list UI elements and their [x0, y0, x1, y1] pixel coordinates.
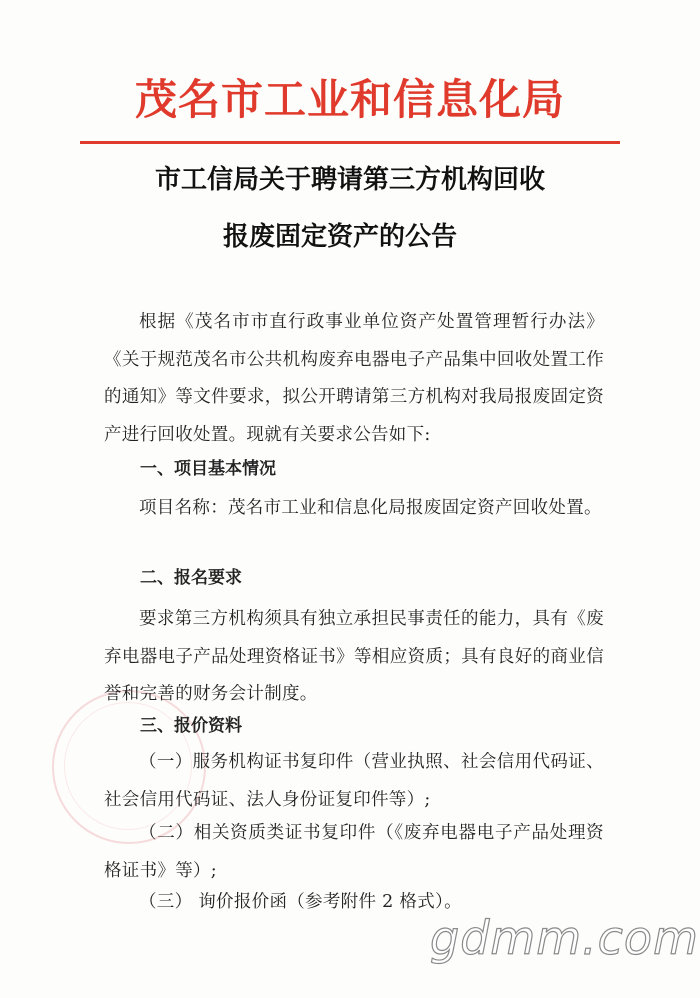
section-2-paragraph: 要求第三方机构须具有独立承担民事责任的能力，具有《废弃电器电子产品处理资格证书》等相应资质；具有良好的商业信誉和完善的财务会计制度。 [104, 609, 604, 705]
section-heading-1: 一、项目基本情况 [140, 459, 276, 479]
section-3-item-2: （二）相关资质类证书复印件（《废弃电器电子产品处理资格证书》等）; [104, 823, 604, 881]
header-red-rule [80, 141, 620, 144]
document-title-line-2: 报废固定资产的公告 [222, 222, 457, 252]
document-title-line-1: 市工信局关于聘请第三方机构回收 [154, 165, 545, 195]
organization-header: 茂名市工业和信息化局 [134, 75, 565, 124]
section-3-item-3: （三） 询价报价函（参考附件 2 格式）。 [139, 892, 462, 912]
site-watermark: gdmm.com [430, 911, 699, 965]
section-heading-2: 二、报名要求 [140, 568, 242, 588]
section-heading-3: 三、报价资料 [140, 716, 242, 736]
section-3-item-1: （一）服务机构证书复印件（营业执照、社会信用代码证、社会信用代码证、法人身份证复印件等）; [104, 752, 604, 810]
intro-paragraph: 根据《茂名市市直行政事业单位资产处置管理暂行办法》《关于规范茂名市公共机构废弃电器电子产品集中回收处置工作的通知》等文件要求，拟公开聘请第三方机构对我局报废固定资产进行回收处置。现就有关要求公告如下: [104, 312, 604, 445]
section-1-paragraph: 项目名称：茂名市工业和信息化局报废固定资产回收处置。 [139, 498, 602, 518]
